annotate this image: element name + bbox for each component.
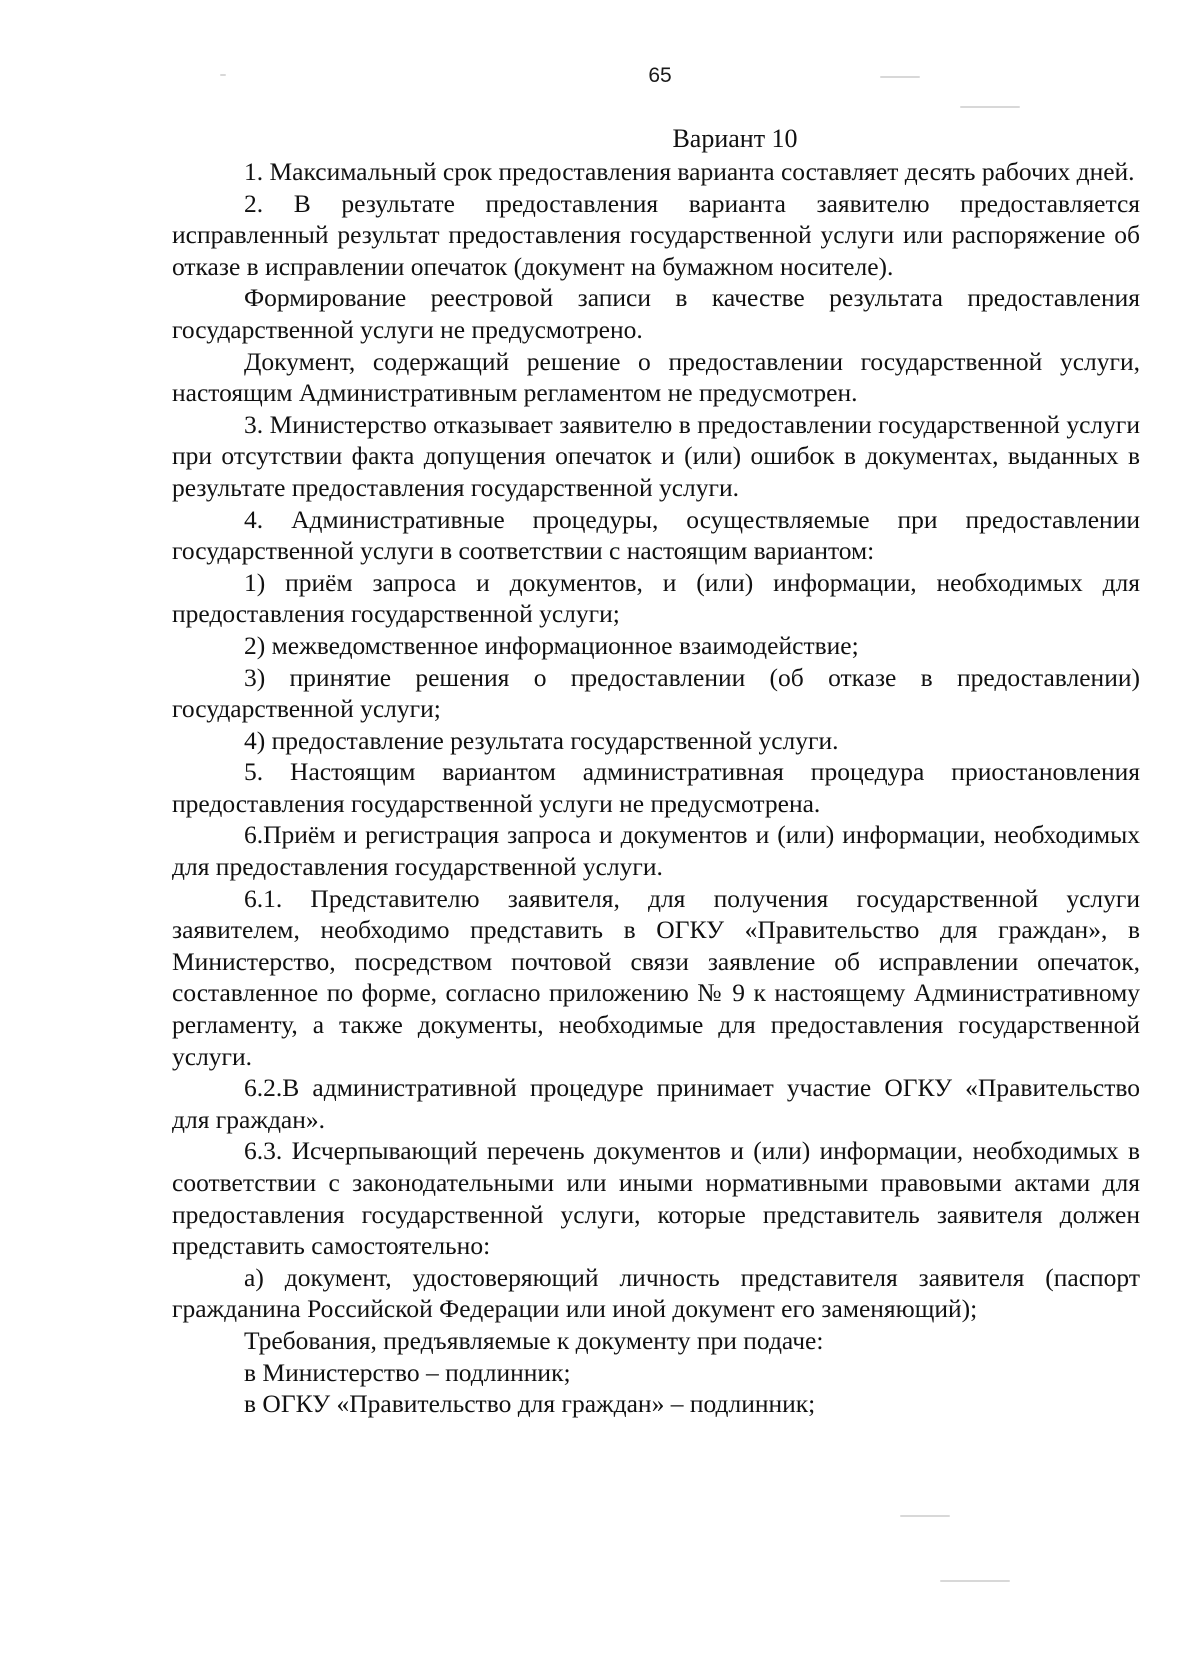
paragraph: 4. Административные процедуры, осуществляемые при предоставлении государственной услуги в соответствии с настоящим вариантом:	[172, 504, 1140, 566]
paragraph: Формирование реестровой записи в качестве результата предоставления государственной услуги не предусмотрено.	[172, 283, 1140, 344]
document-body	[172, 156, 1140, 1420]
scan-speck	[880, 76, 920, 78]
paragraph: Требования, предъявляемые к документу при подаче:	[244, 1325, 824, 1355]
scan-speck	[940, 1580, 1010, 1582]
paragraph: 6.Приём и регистрация запроса и документов и (или) информации, необходимых для предоставления государственной услуги.	[172, 820, 1140, 882]
scan-speck	[900, 1515, 950, 1517]
section-title: Вариант 10	[672, 124, 798, 153]
list-item: 2) межведомственное информационное взаимодействие;	[244, 630, 859, 660]
list-item: 4) предоставление результата государственной услуги.	[244, 725, 839, 755]
scan-speck	[960, 106, 1020, 108]
list-item: 1) приём запроса и документов, и (или) информации, необходимых для предоставления государственной услуги;	[172, 567, 1140, 629]
list-item: в Министерство – подлинник;	[244, 1357, 571, 1387]
list-item: 3) принятие решения о предоставлении (об отказе в предоставлении) государственной услуги;	[172, 662, 1140, 724]
page-number: 65	[648, 64, 672, 87]
paragraph: 6.3. Исчерпывающий перечень документов и (или) информации, необходимых в соответствии с законодательными или иными нормативными правовыми актами для предоставления государственной услуги, которые представитель заявителя должен представить самостоятельно:	[172, 1136, 1140, 1261]
paragraph: 6.1. Представителю заявителя, для получения государственной услуги заявителем, необходимо представить в ОГКУ «Правительство для граждан», в Министерство, посредством почтовой связи заявление об исправлении опечаток, составленное по форме, согласно приложению № 9 к настоящему Административному регламенту, а также документы, необходимые для предоставления государственной услуги.	[172, 883, 1140, 1071]
paragraph: 6.2.В административной процедуре принимает участие ОГКУ «Правительство для граждан».	[172, 1073, 1140, 1134]
scan-speck	[220, 74, 226, 76]
paragraph: Документ, содержащий решение о предоставлении государственной услуги, настоящим Административным регламентом не предусмотрен.	[172, 346, 1140, 408]
paragraph: 5. Настоящим вариантом административная процедура приостановления предоставления государственной услуги не предусмотрена.	[172, 757, 1140, 818]
list-item: а) документ, удостоверяющий личность представителя заявителя (паспорт гражданина Российской Федерации или иной документ его заменяющий);	[172, 1262, 1140, 1324]
list-item: в ОГКУ «Правительство для граждан» – подлинник;	[244, 1389, 816, 1419]
paragraph: 2. В результате предоставления варианта заявителю предоставляется исправленный результат предоставления государственной услуги или распоряжение об отказе в исправлении опечаток (документ на бумажном носителе).	[172, 188, 1140, 281]
paragraph: 3. Министерство отказывает заявителю в предоставлении государственной услуги при отсутствии факта допущения опечаток и (или) ошибок в документах, выданных в результате предоставления государственной услуги.	[172, 409, 1140, 502]
paragraph: 1. Максимальный срок предоставления варианта составляет десять рабочих дней.	[244, 157, 1135, 186]
